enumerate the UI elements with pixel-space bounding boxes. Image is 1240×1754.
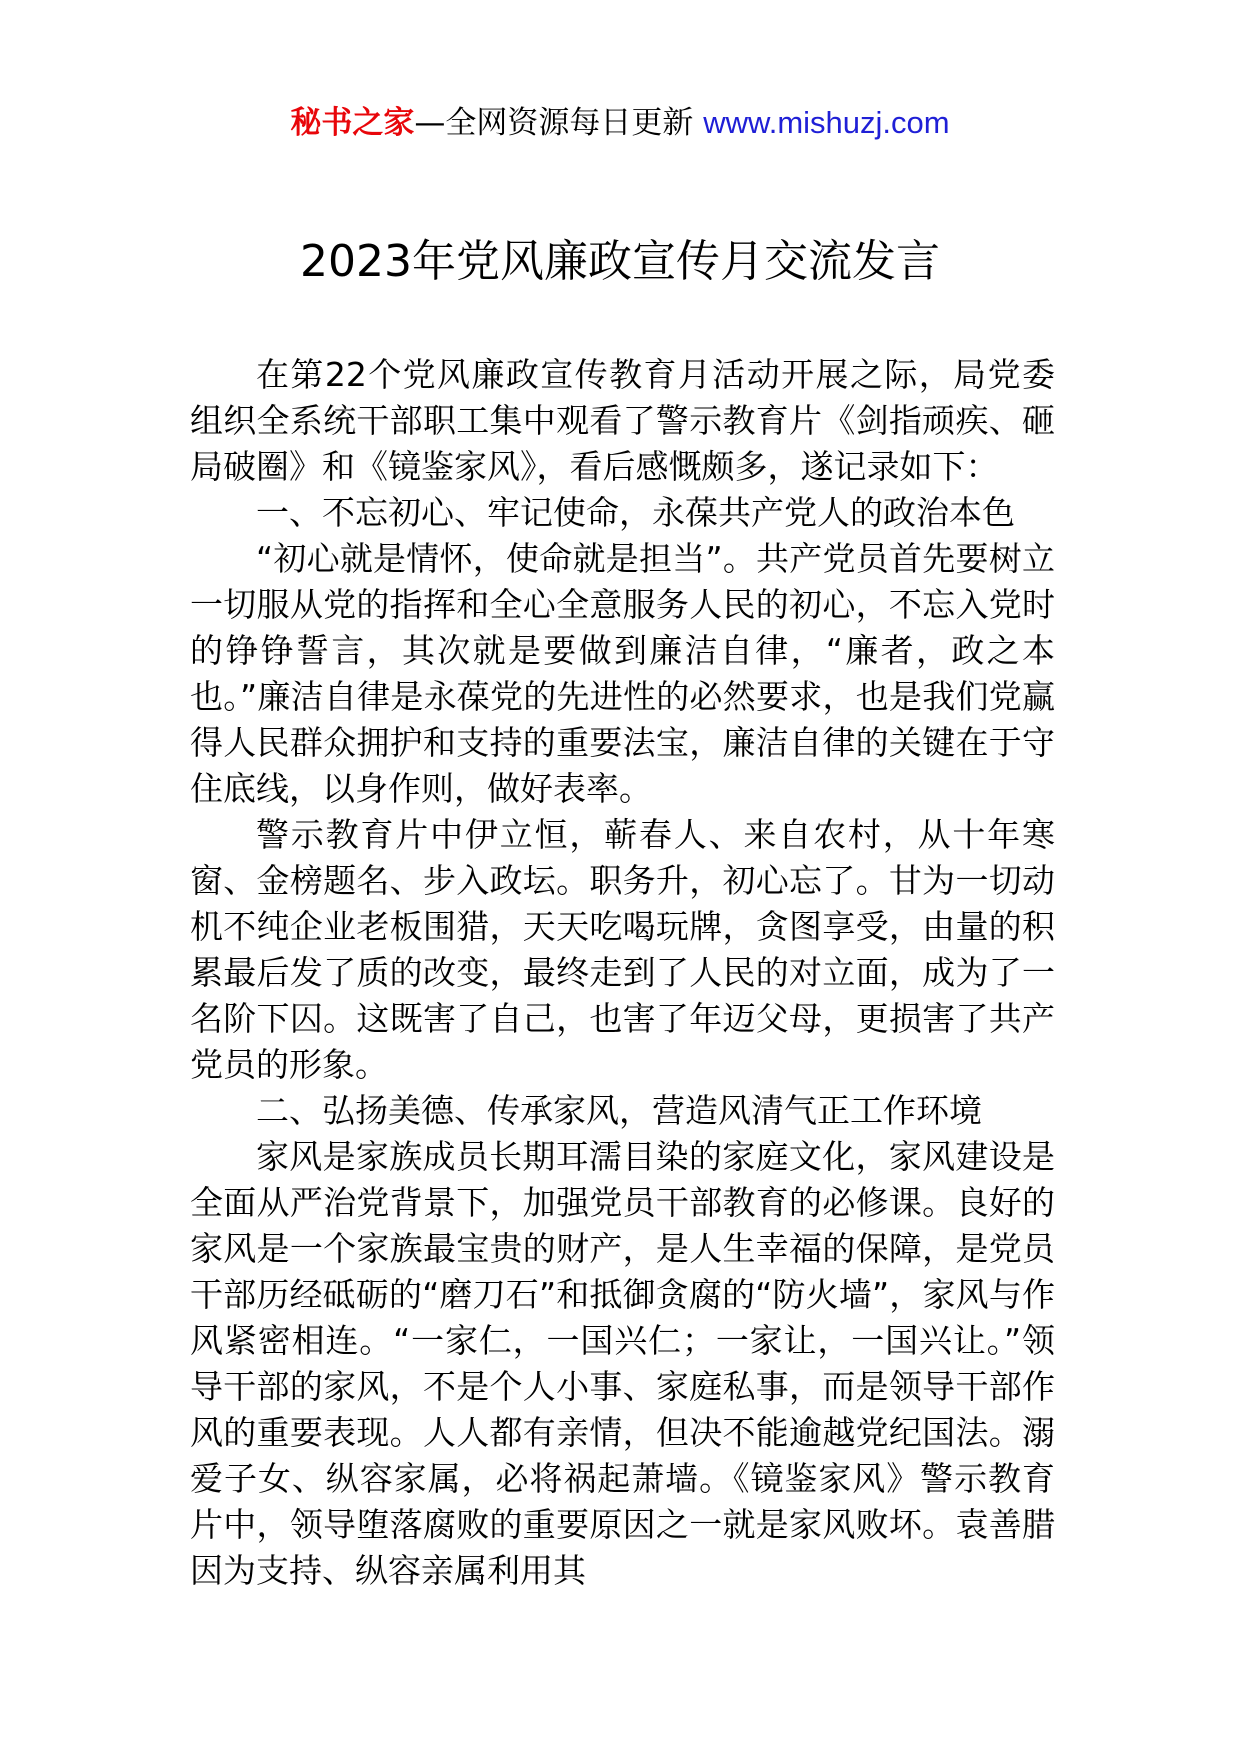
paragraph-intro: 在第22个党风廉政宣传教育月活动开展之际，局党委组织全系统干部职工集中观看了警示教育片《剑指顽疾、砸局破圈》和《镜鉴家风》，看后感慨颇多，遂记录如下： [190,355,1055,486]
site-header [0,98,1240,148]
paragraph-warning-case: 警示教育片中伊立恒，蕲春人、来自农村，从十年寒窗、金榜题名、步入政坛。职务升，初心忘了。甘为一切动机不纯企业老板围猎，天天吃喝玩牌，贪图享受，由量的积累最后发了质的改变，最终走到了人民的对立面，成为了一名阶下囚。这既害了自己，也害了年迈父母，更损害了共产党员的形象。 [190,815,1055,1084]
site-slogan: —全网资源每日更新 [414,105,694,141]
paragraph-family-tradition: 家风是家族成员长期耳濡目染的家庭文化，家风建设是全面从严治党背景下，加强党员干部教育的必修课。良好的家风是一个家族最宝贵的财产，是人生幸福的保障，是党员干部历经砥砺的“磨刀石”和抵御贪腐的“防火墙”，家风与作风紧密相连。“一家仁，一国兴仁；一家让，一国兴让。”领导干部的家风，不是个人小事、家庭私事，而是领导干部作风的重要表现。人人都有亲情，但决不能逾越党纪国法。溺爱子女、纵容家属，必将祸起萧墙。《镜鉴家风》警示教育片中，领导堕落腐败的重要原因之一就是家风败坏。袁善腊因为支持、纵容亲属利用其 [190,1137,1055,1590]
section-heading-1: 一、不忘初心、牢记使命，永葆共产党人的政治本色 [256,493,1015,532]
site-brand: 秘书之家 [290,105,415,141]
site-url-link[interactable]: www.mishuzj.com [703,105,950,140]
paragraph-original-aspiration: “初心就是情怀，使命就是担当”。共产党员首先要树立一切服从党的指挥和全心全意服务人民的初心，不忘入党时的铮铮誓言，其次就是要做到廉洁自律，“廉者，政之本也。”廉洁自律是永葆党的先进性的必然要求，也是我们党赢得人民群众拥护和支持的重要法宝，廉洁自律的关键在于守住底线，以身作则，做好表率。 [190,539,1055,808]
document-body [190,352,1055,1594]
section-heading-2: 二、弘扬美德、传承家风，营造风清气正工作环境 [256,1091,982,1130]
document-title: 2023年党风廉政宣传月交流发言 [300,236,940,287]
